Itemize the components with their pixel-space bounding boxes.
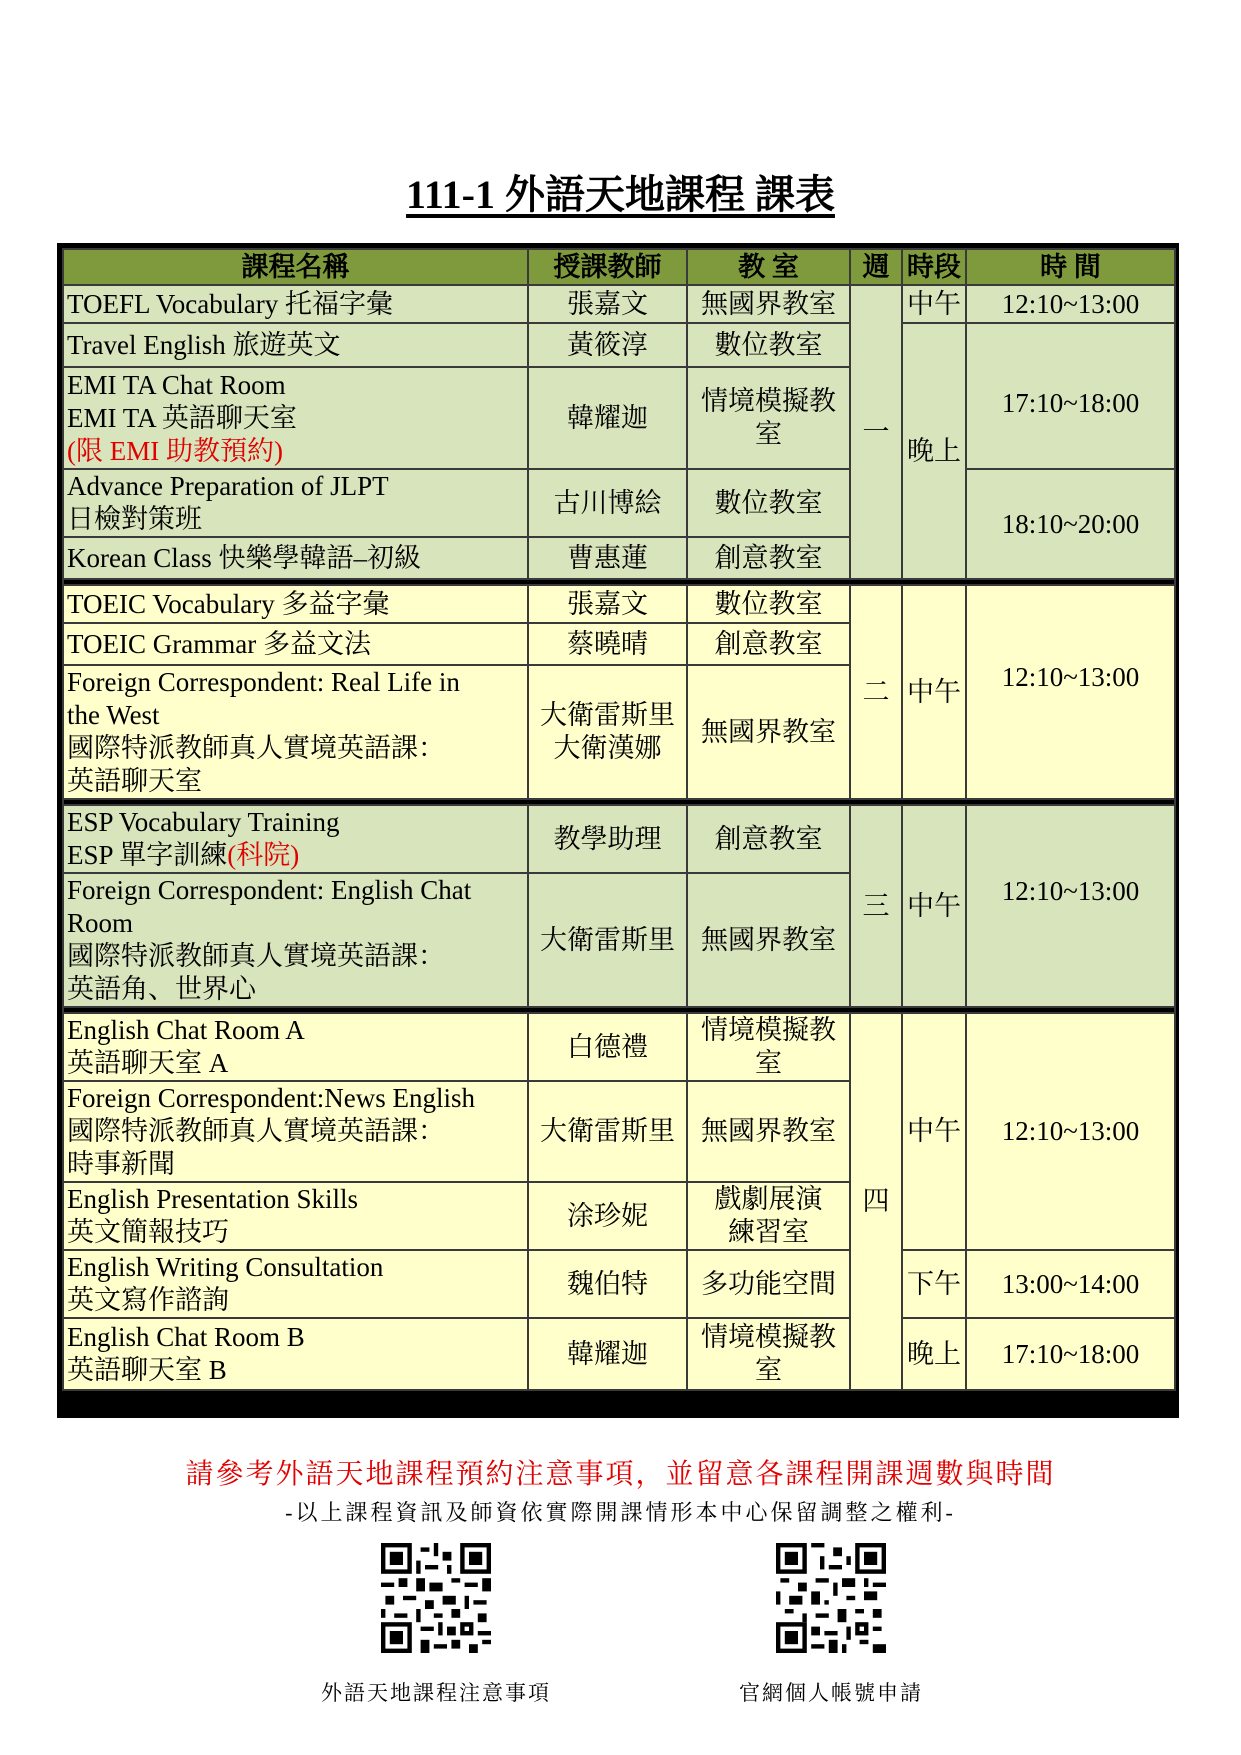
schedule-table <box>62 248 1176 1391</box>
table-row <box>63 285 1175 323</box>
time: 13:00~14:00 <box>966 1250 1175 1318</box>
period: 中午 <box>902 585 966 799</box>
table-row <box>63 1318 1175 1390</box>
table-row <box>63 1013 1175 1081</box>
period: 中午 <box>902 285 966 323</box>
course-name <box>63 873 528 1007</box>
teacher: 白德禮 <box>528 1013 687 1081</box>
course-line: 日檢對策班 <box>67 504 202 534</box>
time: 12:10~13:00 <box>966 585 1175 799</box>
course-name <box>63 1250 528 1318</box>
room: 創意教室 <box>687 805 850 873</box>
weekday: 四 <box>850 1013 902 1390</box>
period: 中午 <box>902 805 966 1007</box>
course-name: Travel English 旅遊英文 <box>63 323 528 367</box>
course-line: English Chat Room A <box>67 1015 305 1045</box>
course-line: 英語聊天室 A <box>67 1048 229 1078</box>
course-name <box>63 1013 528 1081</box>
teacher <box>528 665 687 799</box>
teacher: 涂珍妮 <box>528 1182 687 1250</box>
course-note: (科院) <box>227 840 300 870</box>
header-room: 教 室 <box>687 249 850 285</box>
course-line: Foreign Correspondent:News English <box>67 1083 475 1113</box>
course-line: ESP 單字訓練(科院) <box>67 840 300 870</box>
teacher: 張嘉文 <box>528 285 687 323</box>
teacher: 曹惠蓮 <box>528 537 687 579</box>
teacher: 韓耀迦 <box>528 1318 687 1390</box>
header-row <box>63 249 1175 285</box>
time: 12:10~13:00 <box>966 1013 1175 1250</box>
room: 數位教室 <box>687 469 850 537</box>
qr-caption-right: 官網個人帳號申請 <box>739 1681 923 1705</box>
course-name <box>63 1318 528 1390</box>
course-line: 英文簡報技巧 <box>67 1217 229 1247</box>
time: 17:10~18:00 <box>966 323 1175 469</box>
room: 情境模擬教室 <box>687 1013 850 1081</box>
room: 情境模擬教室 <box>687 1318 850 1390</box>
weekday: 二 <box>850 585 902 799</box>
header-period: 時段 <box>902 249 966 285</box>
room: 多功能空間 <box>687 1250 850 1318</box>
course-line: Room <box>67 908 134 938</box>
table-row <box>63 585 1175 623</box>
time: 12:10~13:00 <box>966 805 1175 1007</box>
time: 17:10~18:00 <box>966 1318 1175 1390</box>
course-line: 英語角、世界心 <box>67 974 256 1004</box>
course-name <box>63 469 528 537</box>
page-title: 111-1 外語天地課程 課表 <box>406 172 835 217</box>
room: 無國界教室 <box>687 285 850 323</box>
course-name <box>63 1182 528 1250</box>
room-line: 練習室 <box>728 1217 809 1247</box>
header-teacher: 授課教師 <box>528 249 687 285</box>
table-row <box>63 323 1175 367</box>
time: 12:10~13:00 <box>966 285 1175 323</box>
course-name: TOEIC Grammar 多益文法 <box>63 623 528 665</box>
course-line: 國際特派教師真人實境英語課： <box>67 941 445 971</box>
course-line: English Writing Consultation <box>67 1252 384 1282</box>
qr-code-icon[interactable] <box>776 1543 886 1653</box>
course-name: TOEFL Vocabulary 托福字彙 <box>63 285 528 323</box>
room: 數位教室 <box>687 323 850 367</box>
notice-red: 請參考外語天地課程預約注意事項，並留意各課程開課週數與時間 <box>185 1459 1056 1490</box>
course-line: English Chat Room B <box>67 1322 305 1352</box>
room: 無國界教室 <box>687 873 850 1007</box>
course-line: Foreign Correspondent: Real Life in <box>67 667 460 697</box>
teacher: 張嘉文 <box>528 585 687 623</box>
period: 晚上 <box>902 323 966 579</box>
table-row <box>63 469 1175 537</box>
course-note: (限 EMI 助教預約) <box>67 435 283 466</box>
course-line: Advance Preparation of JLPT <box>67 471 389 501</box>
course-name <box>63 805 528 873</box>
notice-disclaimer: -以上課程資訊及師資依實際開課情形本中心保留調整之權利- <box>285 1500 956 1525</box>
teacher: 魏伯特 <box>528 1250 687 1318</box>
course-line: ESP Vocabulary Training <box>67 807 340 837</box>
course-line: 英語聊天室 <box>67 766 202 796</box>
course-line: English Presentation Skills <box>67 1184 359 1214</box>
course-line: EMI TA Chat Room <box>67 369 286 400</box>
teacher: 韓耀迦 <box>528 367 687 469</box>
qr-code-icon[interactable] <box>381 1543 491 1653</box>
course-line: 國際特派教師真人實境英語課： <box>67 733 445 763</box>
teacher: 大衛雷斯里 <box>528 1081 687 1182</box>
teacher: 黃筱淳 <box>528 323 687 367</box>
room: 情境模擬教室 <box>687 367 850 469</box>
weekday: 三 <box>850 805 902 1007</box>
room <box>687 1182 850 1250</box>
weekday: 一 <box>850 285 902 579</box>
teacher: 教學助理 <box>528 805 687 873</box>
header-time: 時 間 <box>966 249 1175 285</box>
room-line: 戲劇展演 <box>714 1184 823 1214</box>
teacher: 蔡曉晴 <box>528 623 687 665</box>
course-line: the West <box>67 700 160 730</box>
qr-caption-left: 外語天地課程注意事項 <box>321 1681 551 1705</box>
room: 無國界教室 <box>687 665 850 799</box>
table-row <box>63 1250 1175 1318</box>
room: 創意教室 <box>687 537 850 579</box>
course-name: Korean Class 快樂學韓語–初級 <box>63 537 528 579</box>
course-name <box>63 665 528 799</box>
course-line: EMI TA 英語聊天室 <box>67 402 297 433</box>
time: 18:10~20:00 <box>966 469 1175 579</box>
course-name <box>63 367 528 469</box>
course-line: Foreign Correspondent: English Chat <box>67 875 472 905</box>
header-course: 課程名稱 <box>63 249 528 285</box>
teacher: 大衛雷斯里 <box>528 873 687 1007</box>
period: 晚上 <box>902 1318 966 1390</box>
course-line: 英文寫作諮詢 <box>67 1285 229 1315</box>
room: 數位教室 <box>687 585 850 623</box>
teacher: 古川博絵 <box>528 469 687 537</box>
table-row <box>63 805 1175 873</box>
teacher-line: 大衛雷斯里 <box>540 700 675 730</box>
course-line: 時事新聞 <box>67 1149 175 1179</box>
room: 無國界教室 <box>687 1081 850 1182</box>
course-line: 英語聊天室 B <box>67 1355 227 1385</box>
teacher-line: 大衛漢娜 <box>553 733 662 763</box>
period: 中午 <box>902 1013 966 1250</box>
course-name: TOEIC Vocabulary 多益字彙 <box>63 585 528 623</box>
header-week: 週 <box>850 249 902 285</box>
course-name <box>63 1081 528 1182</box>
course-line: 國際特派教師真人實境英語課： <box>67 1116 445 1146</box>
room: 創意教室 <box>687 623 850 665</box>
period: 下午 <box>902 1250 966 1318</box>
